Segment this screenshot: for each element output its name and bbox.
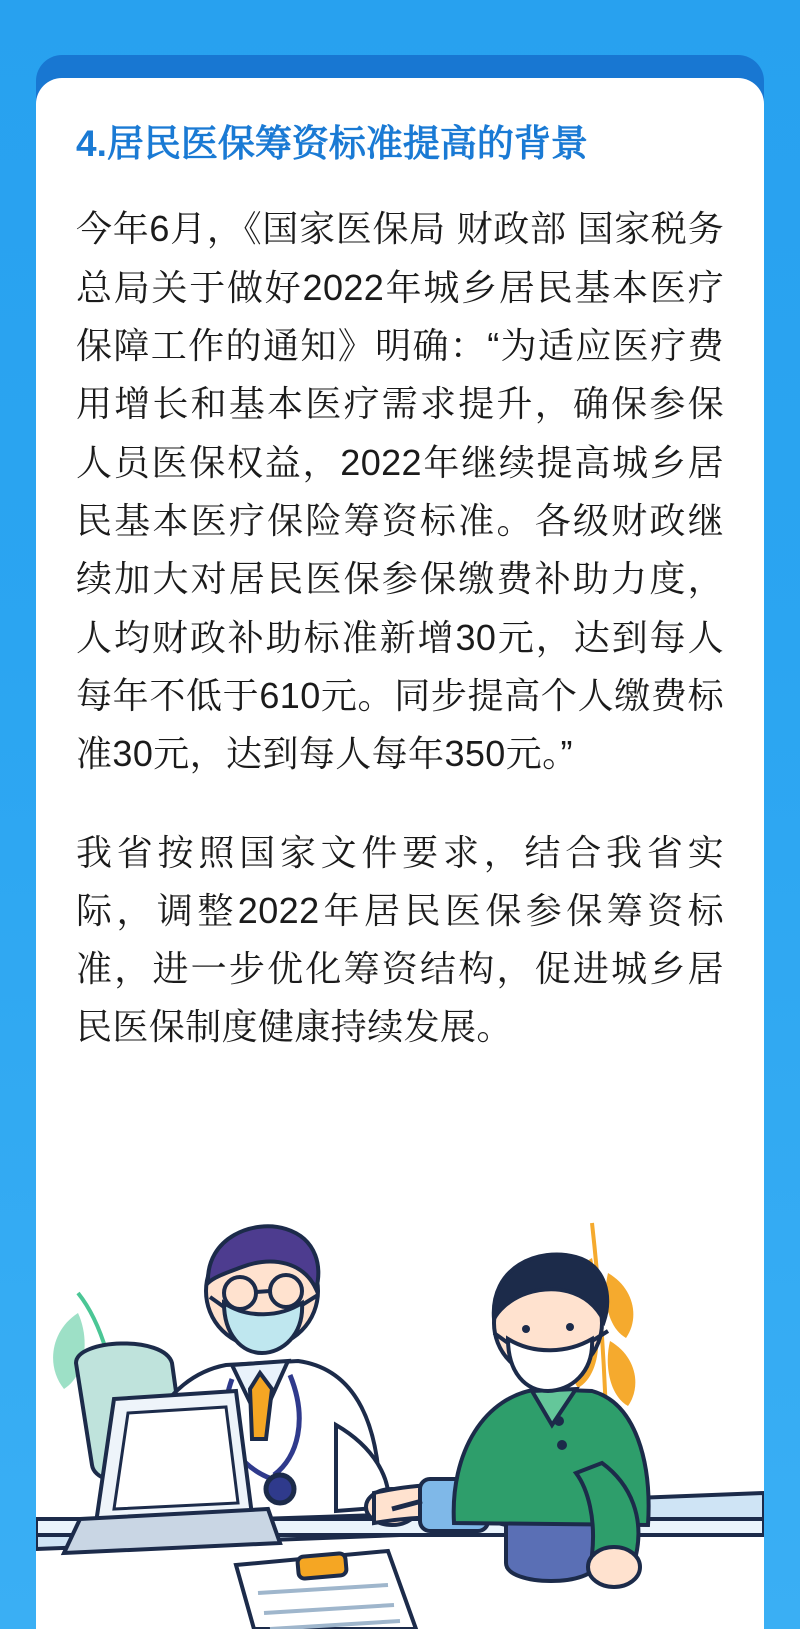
content-card: [36, 78, 764, 1629]
patient-shirt-button-2: [557, 1440, 567, 1450]
page-title: 4.居民医保筹资标准提高的背景: [76, 123, 588, 164]
illustration: [36, 1163, 764, 1629]
patient-eye-left: [522, 1325, 530, 1333]
doctor-patient-illustration-svg: [36, 1163, 764, 1629]
doctor-tie: [250, 1373, 272, 1439]
patient-hand: [588, 1547, 640, 1587]
clipboard-clip: [297, 1553, 347, 1579]
body-paragraph-2: 我省按照国家文件要求，结合我省实际，调整2022年居民医保参保筹资标准，进一步优化筹资结构，促进城乡居民医保制度健康持续发展。: [76, 831, 724, 1048]
laptop-display: [114, 1407, 238, 1509]
patient-shirt-button-1: [554, 1416, 564, 1426]
card-inner: [36, 78, 764, 1057]
patient-eye-right: [566, 1323, 574, 1331]
body-paragraph-1: 今年6月，《国家医保局 财政部 国家税务总局关于做好2022年城乡居民基本医疗保障工作的通知》明确：“为适应医疗费用增长和基本医疗需求提升，确保参保人员医保权益，2022年继续提高城乡居民基本医疗保险筹资标准。各级财政继续加大对居民医保参保缴费补助力度，人均财政补助标准新增30元，达到每人每年不低于610元。同步提高个人缴费标准30元，达到每人每年350元。”: [76, 208, 724, 775]
